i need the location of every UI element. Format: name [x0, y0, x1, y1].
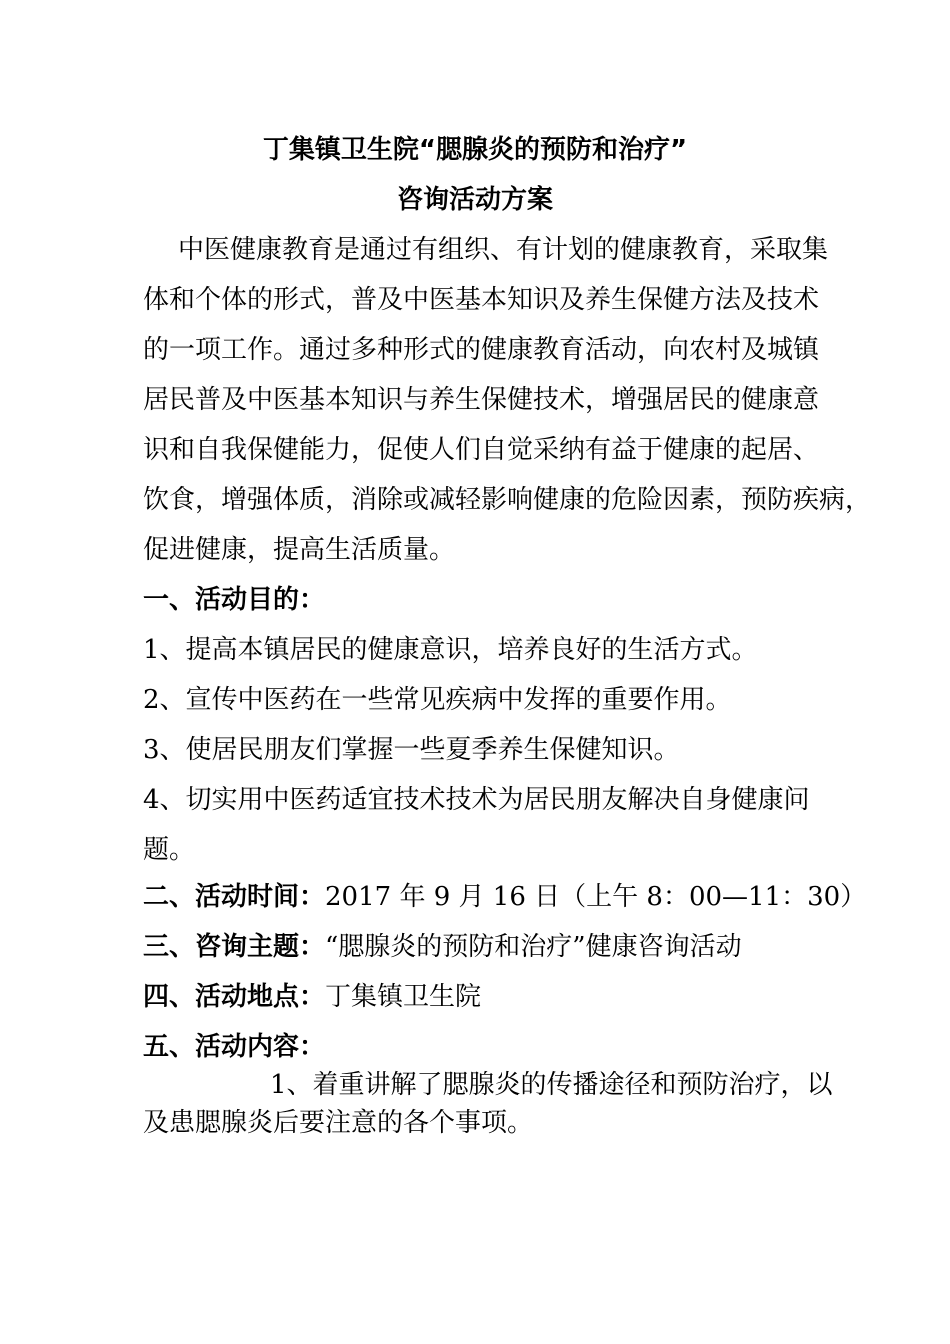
section-heading-content: 五、活动内容： [143, 1032, 326, 1062]
intro-line: 中医健康教育是通过有组织、有计划的健康教育，采取集 [178, 235, 829, 265]
intro-line: 识和自我保健能力，促使人们自觉采纳有益于健康的起居、 [143, 435, 820, 465]
section-location [143, 980, 481, 1014]
purpose-item: 3、使居民朋友们掌握一些夏季养生保健知识。 [143, 735, 680, 765]
section-heading-purpose: 一、活动目的： [143, 585, 326, 615]
activity-location-value: 丁集镇卫生院 [325, 982, 482, 1012]
purpose-item: 4、切实用中医药适宜技术技术为居民朋友解决自身健康问 [143, 785, 810, 815]
purpose-item: 1、提高本镇居民的健康意识，培养良好的生活方式。 [143, 635, 758, 665]
intro-line: 体和个体的形式，普及中医基本知识及养生保健方法及技术 [143, 285, 820, 315]
intro-line: 促进健康，提高生活质量。 [143, 535, 456, 565]
section-heading-location: 四、活动地点： [143, 982, 326, 1012]
content-line: 及患腮腺炎后要注意的各个事项。 [143, 1108, 534, 1138]
intro-line: 饮食，增强体质，消除或减轻影响健康的危险因素，预防疾病， [143, 485, 872, 515]
activity-time-value: 2017 年 9 月 16 日（上午 8：00—11：30） [325, 882, 867, 912]
section-time [143, 880, 866, 914]
section-theme [143, 930, 742, 964]
section-heading-time: 二、活动时间： [143, 882, 326, 912]
document-title: 丁集镇卫生院“腮腺炎的预防和治疗” [262, 135, 688, 165]
content-line: 1、着重讲解了腮腺炎的传播途径和预防治疗，以 [270, 1070, 833, 1100]
purpose-item: 2、宣传中医药在一些常见疾病中发挥的重要作用。 [143, 685, 732, 715]
intro-line: 的一项工作。通过多种形式的健康教育活动，向农村及城镇 [143, 335, 820, 365]
intro-line: 居民普及中医基本知识与养生保健技术，增强居民的健康意 [143, 385, 820, 415]
section-heading-theme: 三、咨询主题： [143, 932, 326, 962]
purpose-item: 题。 [143, 835, 196, 865]
document-subtitle: 咨询活动方案 [396, 185, 553, 215]
consult-theme-value: “腮腺炎的预防和治疗”健康咨询活动 [325, 932, 742, 962]
